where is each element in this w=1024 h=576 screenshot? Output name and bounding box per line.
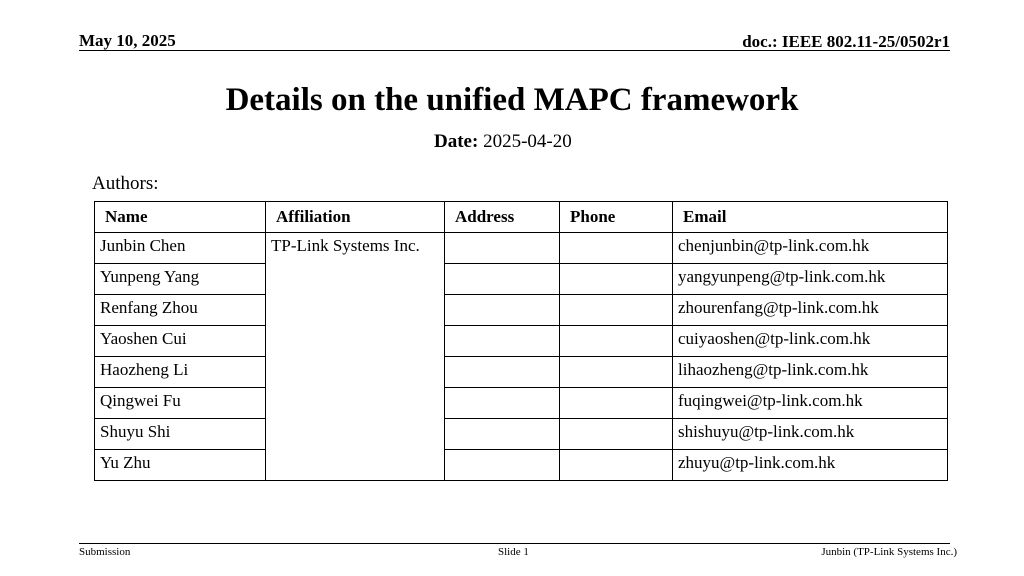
table-row bbox=[95, 233, 948, 264]
footer-divider bbox=[79, 543, 950, 544]
author-affiliation-cell bbox=[266, 357, 445, 388]
author-phone bbox=[560, 450, 673, 481]
authors-table bbox=[94, 201, 948, 481]
table-row bbox=[95, 357, 948, 388]
slide-date bbox=[434, 131, 572, 153]
author-email: shishuyu@tp-link.com.hk bbox=[673, 419, 948, 450]
slide-title: Details on the unified MAPC framework bbox=[225, 82, 799, 118]
table-row bbox=[95, 388, 948, 419]
column-header-name: Name bbox=[95, 202, 266, 233]
column-header-affiliation: Affiliation bbox=[266, 202, 445, 233]
author-address bbox=[445, 419, 560, 450]
author-phone bbox=[560, 233, 673, 264]
author-email: fuqingwei@tp-link.com.hk bbox=[673, 388, 948, 419]
header-divider bbox=[79, 50, 950, 51]
author-phone bbox=[560, 295, 673, 326]
header-date: May 10, 2025 bbox=[79, 31, 176, 50]
column-header-phone: Phone bbox=[560, 202, 673, 233]
table-row bbox=[95, 295, 948, 326]
author-affiliation-cell bbox=[266, 295, 445, 326]
author-name: Junbin Chen bbox=[95, 233, 266, 264]
date-value: 2025-04-20 bbox=[483, 131, 572, 152]
author-address bbox=[445, 233, 560, 264]
author-address bbox=[445, 326, 560, 357]
author-email: zhuyu@tp-link.com.hk bbox=[673, 450, 948, 481]
authors-label: Authors: bbox=[92, 173, 159, 194]
author-affiliation-cell bbox=[266, 326, 445, 357]
column-header-email: Email bbox=[673, 202, 948, 233]
author-affiliation-cell bbox=[266, 388, 445, 419]
author-phone bbox=[560, 388, 673, 419]
table-row bbox=[95, 326, 948, 357]
author-address bbox=[445, 264, 560, 295]
author-phone bbox=[560, 326, 673, 357]
author-affiliation: TP-Link Systems Inc. bbox=[266, 233, 445, 264]
table-row bbox=[95, 264, 948, 295]
author-email: zhourenfang@tp-link.com.hk bbox=[673, 295, 948, 326]
author-address bbox=[445, 357, 560, 388]
author-name: Renfang Zhou bbox=[95, 295, 266, 326]
author-address bbox=[445, 388, 560, 419]
author-phone bbox=[560, 357, 673, 388]
date-label: Date: bbox=[434, 131, 479, 152]
author-email: chenjunbin@tp-link.com.hk bbox=[673, 233, 948, 264]
author-name: Haozheng Li bbox=[95, 357, 266, 388]
author-name: Shuyu Shi bbox=[95, 419, 266, 450]
header-doc-id: doc.: IEEE 802.11-25/0502r1 bbox=[742, 32, 950, 51]
author-affiliation-cell bbox=[266, 419, 445, 450]
author-name: Yaoshen Cui bbox=[95, 326, 266, 357]
table-header-row bbox=[95, 202, 948, 233]
footer-submission: Submission bbox=[79, 546, 131, 558]
author-email: cuiyaoshen@tp-link.com.hk bbox=[673, 326, 948, 357]
author-name: Yunpeng Yang bbox=[95, 264, 266, 295]
footer-author: Junbin (TP-Link Systems Inc.) bbox=[821, 546, 957, 558]
author-email: yangyunpeng@tp-link.com.hk bbox=[673, 264, 948, 295]
column-header-address: Address bbox=[445, 202, 560, 233]
author-name: Yu Zhu bbox=[95, 450, 266, 481]
author-email: lihaozheng@tp-link.com.hk bbox=[673, 357, 948, 388]
author-name: Qingwei Fu bbox=[95, 388, 266, 419]
table-row bbox=[95, 450, 948, 481]
author-affiliation-cell bbox=[266, 450, 445, 481]
author-address bbox=[445, 450, 560, 481]
author-phone bbox=[560, 419, 673, 450]
author-affiliation-cell bbox=[266, 264, 445, 295]
author-address bbox=[445, 295, 560, 326]
table-row bbox=[95, 419, 948, 450]
footer-slide-number: Slide 1 bbox=[498, 546, 529, 558]
author-phone bbox=[560, 264, 673, 295]
